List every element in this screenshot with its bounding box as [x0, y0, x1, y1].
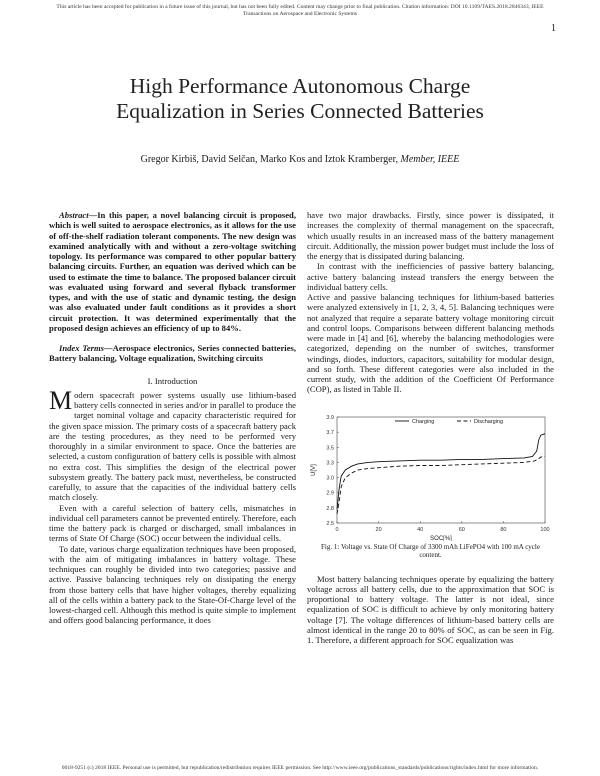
index-terms-lead: Index Terms	[59, 343, 105, 353]
intro-paragraph-2: Even with a careful selection of battery cells, mismatches in individual cell parameters cannot be prevented entirely. Therefore, each time the battery pack is charged or discharged, small imbalances in terms of State Of Charge (SOC) occur between the individual cells.	[49, 502, 296, 544]
publication-notice-line2: Transactions on Aerospace and Electronic Systems	[243, 11, 357, 17]
abstract-text: —In this paper, a novel balancing circuit is proposed, which is well suited to aerospace electronics, as it allows for the use of off-the-shelf radiation tolerant components. The new design was examined analytically with and without a zero-voltage switching topology. Its performance was compared to other popular battery balancing circuits. Further, an equation was derived which can be used to estimate the time to balance. The proposed balancer circuit was evaluated using forward and several flyback transformer types, and with the use of static and dynamic testing, the design was also evaluated under fault conditions as it provides a short circuit protection. It was determined experimentally that the proposed design achieves an efficiency of up to 84%.	[49, 210, 296, 333]
y-tick-label: 2.9	[326, 490, 334, 497]
author-membership: Member, IEEE	[400, 154, 460, 165]
y-tick-label: 3.9	[326, 414, 334, 421]
x-tick-label: 60	[458, 526, 465, 533]
y-tick-label: 3.7	[326, 429, 334, 436]
x-tick-label: 80	[500, 526, 507, 533]
intro-paragraph-3: To date, various charge equalization techniques have been proposed, with the aim of mitigating imbalances in battery voltage. These techniques can roughly be divided into two categories; passive and active. Passive balancing techniques rely on dissipating the energy from those battery cells that have higher voltages, thereby equalizing all of the cells within a battery pack to the State-Of-Charge level of the lowest-charged cell. Although this method is quite simple to implement and offers good balancing performance, it does	[49, 543, 296, 626]
plot-frame	[337, 417, 545, 523]
index-terms	[49, 343, 296, 364]
x-axis-label: SOC[%]	[430, 535, 452, 541]
right-paragraph-4: Most battery balancing techniques operate by equalizing the battery voltage across all battery cells, due to the approximation that SOC is proportional to battery voltage. The latter is not ideal, since equalization of SOC is difficult to achieve by only monitoring battery voltage [7]. The voltage differences of lithium-based battery cells are almost identical in the range 20 to 80% of SOC, as can be seen in Fig. 1. Therefore, a different approach for SOC equalization was	[307, 573, 554, 645]
x-tick-label: 40	[417, 526, 424, 533]
title-line-1: High Performance Autonomous Charge	[129, 74, 471, 98]
y-tick-label: 3.5	[326, 444, 334, 451]
figure-1	[307, 405, 554, 541]
paper-title	[60, 74, 540, 124]
abstract-lead: Abstract	[59, 210, 89, 220]
right-column	[307, 210, 554, 645]
title-line-2: Equalization in Series Connected Batteries	[116, 99, 484, 123]
intro-paragraph-1-text: odern spacecraft power systems usually use lithium-based battery cells connected in series and/or in parallel to produce the target nominal voltage and capacity characteristic required for the given space mission. The primary costs of a spacecraft battery pack are the testing procedures, as they need to be performed very thoroughly in a similar environment to space. Once the batteries are selected, a custom configuration of battery cells is possible with almost no extra cost. This simplifies the design of the electrical power subsystem greatly. The battery pack must, nevertheless, be constructed carefully, to assure that the capacities of the individual battery cells match closely.	[49, 389, 296, 503]
series-line-discharging	[337, 456, 545, 514]
y-tick-label: 3.3	[326, 459, 334, 466]
drop-cap: M	[49, 385, 73, 415]
figure-1-caption: Fig. 1: Voltage vs. State Of Charge of 3300 mAh LiFePO4 with 100 mA cycle content.	[321, 542, 540, 559]
series-line-charging	[337, 433, 545, 509]
authors-names: Gregor Kirbiš, David Selčan, Marko Kos and Iztok Kramberger,	[140, 154, 399, 165]
intro-paragraph-1	[49, 385, 296, 503]
publication-notice	[20, 4, 580, 18]
y-tick-label: 3.0	[326, 475, 334, 482]
y-tick-label: 2.5	[326, 520, 334, 527]
index-terms-text: —Aerospace electronics, Series connected batteries, Battery balancing, Voltage equalization, Switching circuits	[49, 343, 296, 364]
publication-notice-line1: This article has been accepted for publication in a future issue of this journal, but has not been fully edited. Content may change prior to final publication. Citation information: DOI 10.1109/TAES.2018.2846343, IEEE	[56, 4, 544, 10]
legend-label-discharging: Discharging	[474, 418, 504, 425]
y-tick-label: 2.8	[326, 505, 334, 512]
right-paragraph-2: In contrast with the inefficiencies of passive battery balancing, active battery balancing instead transfers the energy between the individual battery cells.	[307, 261, 554, 292]
legend-label-charging: Charging	[412, 418, 435, 425]
copyright-footer: 0018-9251 (c) 2018 IEEE. Personal use is permitted, but republication/redistribution requires IEEE permission. See http://www.ieee.org/publications_standards/publications/rights/index.html for more information.	[61, 765, 539, 771]
right-paragraph-3: Active and passive balancing techniques for lithium-based batteries were analyzed extensively in [1, 2, 3, 4, 5]. Balancing techniques were not analyzed that require a separate battery voltage monitoring circuit and control loops. Comparisons between different balancing methods were made in [4] and [6], whereby the balancing methodologies were categorized, depending on the number of switches, transformer windings, diodes, inductors, capacitors, suitability for modular design, and so forth. These different categories were also included in the current study, with the addition of the Coefficient Of Performance (COP), as listed in Table II.	[307, 292, 554, 395]
section-heading-introduction: I. Introduction	[147, 375, 198, 386]
page-number: 1	[551, 23, 556, 34]
x-tick-label: 0	[335, 526, 339, 533]
abstract	[49, 210, 296, 333]
left-column	[49, 210, 296, 626]
x-tick-label: 20	[375, 526, 382, 533]
right-paragraph-1: have two major drawbacks. Firstly, since power is dissipated, it increases the complexity of thermal management on the spacecraft, which usually results in an increased mass of the battery management circuit. Additionally, the mission power budget must include the loss of the energy that is dissipated during balancing.	[307, 210, 554, 261]
y-axis-label: U[V]	[311, 463, 317, 476]
x-tick-label: 100	[540, 526, 550, 533]
voltage-soc-chart	[307, 405, 554, 541]
author-list	[40, 154, 560, 165]
